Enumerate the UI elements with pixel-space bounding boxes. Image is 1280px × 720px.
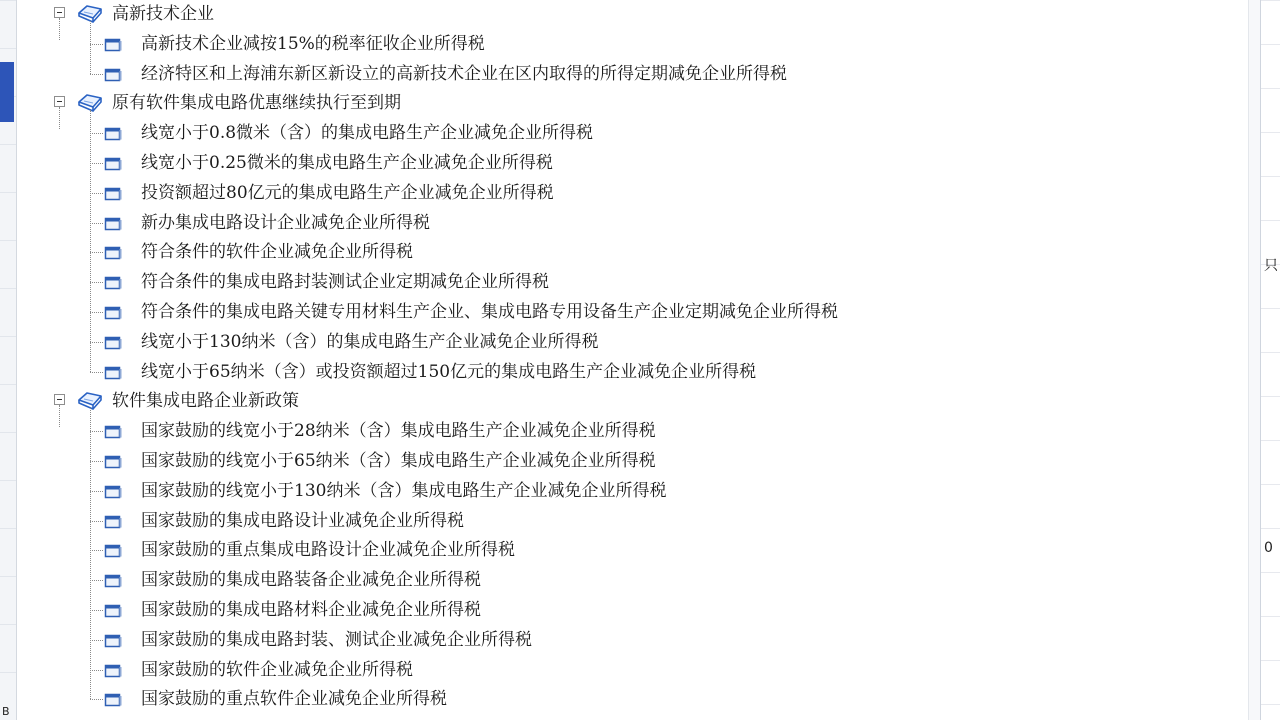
policy-item-icon bbox=[104, 187, 122, 201]
tree-connector bbox=[90, 282, 103, 283]
tree-item-node[interactable] bbox=[0, 476, 1240, 506]
policy-item-icon bbox=[104, 127, 122, 141]
policy-item-icon bbox=[104, 425, 122, 439]
tree-connector bbox=[59, 405, 60, 427]
collapse-toggle-icon[interactable] bbox=[54, 7, 65, 18]
tree-item-node[interactable] bbox=[0, 29, 1240, 59]
collapse-toggle-icon[interactable] bbox=[54, 394, 65, 405]
tree-item-label: 国家鼓励的线宽小于28纳米（含）集成电路生产企业减免企业所得税 bbox=[141, 421, 656, 442]
policy-item-icon bbox=[104, 306, 122, 320]
tree-item-label: 线宽小于0.25微米的集成电路生产企业减免企业所得税 bbox=[141, 153, 553, 173]
collapse-toggle-icon[interactable] bbox=[54, 96, 65, 107]
policy-item-icon bbox=[104, 664, 122, 678]
tree-connector bbox=[90, 699, 103, 700]
tree-group-node[interactable] bbox=[0, 386, 1240, 416]
tree-group-node[interactable] bbox=[0, 0, 1240, 29]
tree-connector bbox=[59, 18, 60, 40]
right-panel-glyph: 0 bbox=[1264, 540, 1273, 556]
right-panel-strip bbox=[1260, 0, 1280, 720]
tree-item-node[interactable] bbox=[0, 535, 1240, 565]
tree-item-node[interactable] bbox=[0, 595, 1240, 625]
tree-item-label: 国家鼓励的集成电路封装、测试企业减免企业所得税 bbox=[141, 629, 532, 650]
policy-item-icon bbox=[104, 604, 122, 618]
tree-item-node[interactable] bbox=[0, 297, 1240, 327]
tree-item-node[interactable] bbox=[0, 148, 1240, 178]
tree-item-label: 线宽小于130纳米（含）的集成电路生产企业减免企业所得税 bbox=[141, 331, 599, 352]
policy-item-icon bbox=[104, 38, 122, 52]
tree-item-label: 国家鼓励的集成电路设计业减免企业所得税 bbox=[141, 510, 464, 531]
tree-item-label: 符合条件的软件企业减免企业所得税 bbox=[141, 242, 413, 263]
tree-connector bbox=[90, 521, 103, 522]
tree-item-label: 国家鼓励的重点软件企业减免企业所得税 bbox=[141, 689, 447, 710]
tree-group-label: 原有软件集成电路优惠继续执行至到期 bbox=[112, 93, 401, 114]
left-panel-mark: B bbox=[2, 705, 10, 718]
tree-item-node[interactable] bbox=[0, 237, 1240, 267]
policy-item-icon bbox=[104, 485, 122, 499]
tree-connector bbox=[90, 74, 103, 75]
tree-connector bbox=[90, 372, 103, 373]
tree-connector bbox=[90, 431, 103, 432]
tree-group-label: 高新技术企业 bbox=[112, 4, 214, 24]
policy-item-icon bbox=[104, 336, 122, 350]
tree-connector bbox=[90, 610, 103, 611]
tree-group-node[interactable] bbox=[0, 88, 1240, 118]
tree-item-label: 符合条件的集成电路封装测试企业定期减免企业所得税 bbox=[141, 272, 549, 293]
policy-item-icon bbox=[104, 515, 122, 529]
tree-item-label: 国家鼓励的线宽小于130纳米（含）集成电路生产企业减免企业所得税 bbox=[141, 480, 667, 501]
tree-item-label: 投资额超过80亿元的集成电路生产企业减免企业所得税 bbox=[141, 182, 554, 203]
tree-connector bbox=[90, 44, 103, 45]
tree-item-node[interactable] bbox=[0, 178, 1240, 208]
tree-item-label: 经济特区和上海浦东新区新设立的高新技术企业在区内取得的所得定期减免企业所得税 bbox=[141, 63, 787, 84]
right-panel-glyph: 只 bbox=[1264, 258, 1278, 274]
tree-connector bbox=[90, 223, 103, 224]
tree-group-label: 软件集成电路企业新政策 bbox=[112, 391, 299, 412]
tree-item-node[interactable] bbox=[0, 506, 1240, 536]
tree-item-node[interactable] bbox=[0, 684, 1240, 714]
policy-item-icon bbox=[104, 217, 122, 231]
tree-item-label: 国家鼓励的软件企业减免企业所得税 bbox=[141, 659, 413, 680]
policy-item-icon bbox=[104, 366, 122, 380]
tree-connector bbox=[90, 491, 103, 492]
tree-connector bbox=[59, 107, 60, 129]
tree-connector bbox=[90, 342, 103, 343]
tree-connector bbox=[90, 21, 91, 74]
tree-connector bbox=[90, 670, 103, 671]
tree-item-label: 国家鼓励的重点集成电路设计企业减免企业所得税 bbox=[141, 540, 515, 561]
tree-connector bbox=[90, 408, 91, 699]
tree-item-label: 新办集成电路设计企业减免企业所得税 bbox=[141, 212, 430, 233]
policy-item-icon bbox=[104, 693, 122, 707]
tree-connector bbox=[90, 193, 103, 194]
tree-connector bbox=[90, 312, 103, 313]
tree-item-label: 高新技术企业减按15%的税率征收企业所得税 bbox=[141, 33, 485, 54]
tree-connector bbox=[90, 163, 103, 164]
policy-item-icon bbox=[104, 276, 122, 290]
tree-item-node[interactable] bbox=[0, 565, 1240, 595]
policy-item-icon bbox=[104, 68, 122, 82]
tree-item-label: 国家鼓励的线宽小于65纳米（含）集成电路生产企业减免企业所得税 bbox=[141, 451, 656, 471]
tree-item-node[interactable] bbox=[0, 625, 1240, 655]
tree-item-node[interactable] bbox=[0, 208, 1240, 238]
tree-item-node[interactable] bbox=[0, 655, 1240, 685]
tree-connector bbox=[90, 550, 103, 551]
policy-item-icon bbox=[104, 544, 122, 558]
tree-item-label: 国家鼓励的集成电路材料企业减免企业所得税 bbox=[141, 600, 481, 620]
tree-item-label: 线宽小于65纳米（含）或投资额超过150亿元的集成电路生产企业减免企业所得税 bbox=[141, 361, 757, 382]
tree-item-label: 符合条件的集成电路关键专用材料生产企业、集成电路专用设备生产企业定期减免企业所得税 bbox=[141, 302, 838, 322]
tree-scrollbar[interactable] bbox=[1248, 0, 1260, 720]
tree-item-label: 线宽小于0.8微米（含）的集成电路生产企业减免企业所得税 bbox=[141, 123, 594, 144]
policy-item-icon bbox=[104, 634, 122, 648]
tree-item-node[interactable] bbox=[0, 118, 1240, 148]
policy-item-icon bbox=[104, 157, 122, 171]
tree-item-node[interactable] bbox=[0, 357, 1240, 387]
tree-connector bbox=[90, 133, 103, 134]
tree-connector bbox=[90, 580, 103, 581]
tree-connector bbox=[90, 461, 103, 462]
tree-item-label: 国家鼓励的集成电路装备企业减免企业所得税 bbox=[141, 570, 481, 591]
tree-item-node[interactable] bbox=[0, 327, 1240, 357]
tree-item-node[interactable] bbox=[0, 59, 1240, 89]
tree-connector bbox=[90, 110, 91, 371]
policy-item-icon bbox=[104, 574, 122, 588]
tree-item-node[interactable] bbox=[0, 446, 1240, 476]
tree-connector bbox=[90, 252, 103, 253]
tree-connector bbox=[90, 640, 103, 641]
policy-item-icon bbox=[104, 246, 122, 260]
tree-item-node[interactable] bbox=[0, 416, 1240, 446]
policy-item-icon bbox=[104, 455, 122, 469]
tree-item-node[interactable] bbox=[0, 267, 1240, 297]
